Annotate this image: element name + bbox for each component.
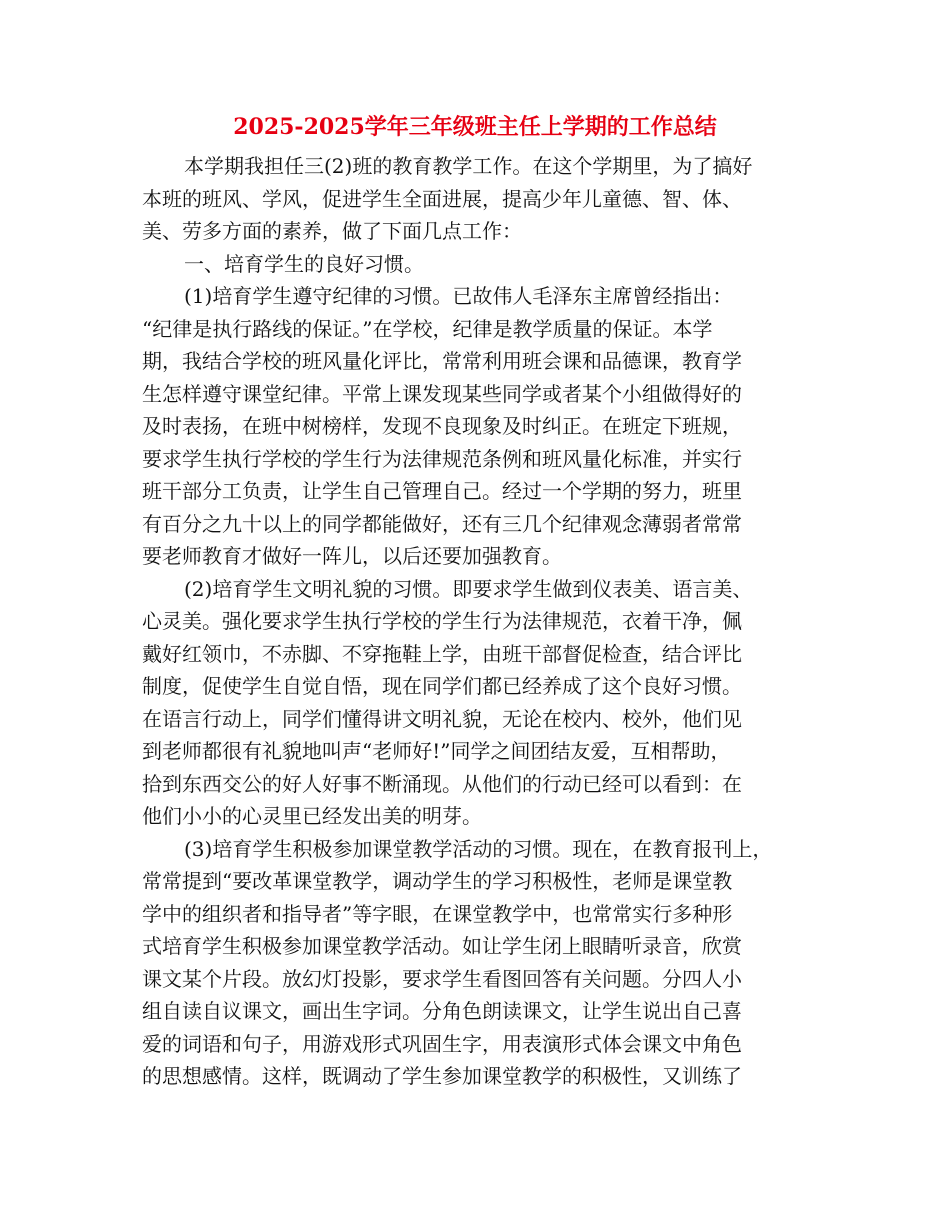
text-line: 学中的组织者和指导者”等字眼，在课堂教学中，也常常实行多种形 [142,901,733,926]
text-line: 在语言行动上，同学们懂得讲文明礼貌，无论在校内、校外，他们见 [142,706,742,731]
text-line: 一、培育学生的良好习惯。 [184,251,424,276]
text-line: 组自读自议课文，画出生字词。分角色朗读课文，让学生说出自己喜 [142,999,742,1023]
text-line: 班干部分工负责，让学生自己管理自己。经过一个学期的努力，班里 [142,479,742,503]
text-line: 美、劳多方面的素养，做了下面几点工作： [142,219,522,243]
text-line: 课文某个片段。放幻灯投影，要求学生看图回答有关问题。分四人小 [142,966,742,991]
text-line: 期，我结合学校的班风量化评比，常常利用班会课和品德课，教育学 [142,349,742,373]
text-line: 生怎样遵守课堂纪律。平常上课发现某些同学或者某个小组做得好的 [142,381,742,406]
text-line: 制度，促使学生自觉自悟，现在同学们都已经养成了这个良好习惯。 [142,674,742,698]
text-line: 及时表扬，在班中树榜样，发现不良现象及时纠正。在班定下班规， [142,414,742,438]
text-line: (2)培育学生文明礼貌的习惯。即要求学生做到仪表美、语言美、 [184,576,753,601]
text-line: 爱的词语和句子，用游戏形式巩固生字，用表演形式体会课文中角色 [142,1031,742,1056]
text-line: 式培育学生积极参加课堂教学活动。如让学生闭上眼睛听录音，欣赏 [142,934,742,958]
text-line: 要求学生执行学校的学生行为法律规范条例和班风量化标准，并实行 [142,446,742,471]
text-line: 常常提到“要改革课堂教学，调动学生的学习积极性，老师是课堂教 [142,869,733,893]
text-line: 本学期我担任三(2)班的教育教学工作。在这个学期里，为了搞好 [184,154,753,178]
text-line: 到老师都很有礼貌地叫声“老师好!”同学之间团结友爱，互相帮助， [142,739,731,763]
text-line: (3)培育学生积极参加课堂教学活动的习惯。现在，在教育报刊上， [184,836,773,861]
text-line: 的思想感情。这样，既调动了学生参加课堂教学的积极性，又训练了 [142,1064,742,1088]
text-line: 有百分之九十以上的同学都能做好，还有三几个纪律观念薄弱者常常 [142,511,742,536]
text-line: “纪律是执行路线的保证。”在学校，纪律是教学质量的保证。本学 [142,316,713,341]
text-line: 心灵美。强化要求学生执行学校的学生行为法律规范，衣着干净，佩 [142,609,742,633]
text-line: 戴好红领巾，不赤脚、不穿拖鞋上学，由班干部督促检查，结合评比 [142,641,742,666]
text-line: 拾到东西交公的好人好事不断涌现。从他们的行动已经可以看到：在 [142,771,742,796]
text-line: 本班的班风、学风，促进学生全面进展，提高少年儿童德、智、体、 [142,186,742,211]
document-body [142,150,822,1093]
text-line: (1)培育学生遵守纪律的习惯。已故伟人毛泽东主席曾经指出： [184,284,733,308]
document-title: 2025-2025学年三年级班主任上学期的工作总结 [233,114,717,140]
text-line: 他们小小的心灵里已经发出美的明芽。 [142,804,482,828]
text-line: 要老师教育才做好一阵儿，以后还要加强教育。 [142,544,562,568]
